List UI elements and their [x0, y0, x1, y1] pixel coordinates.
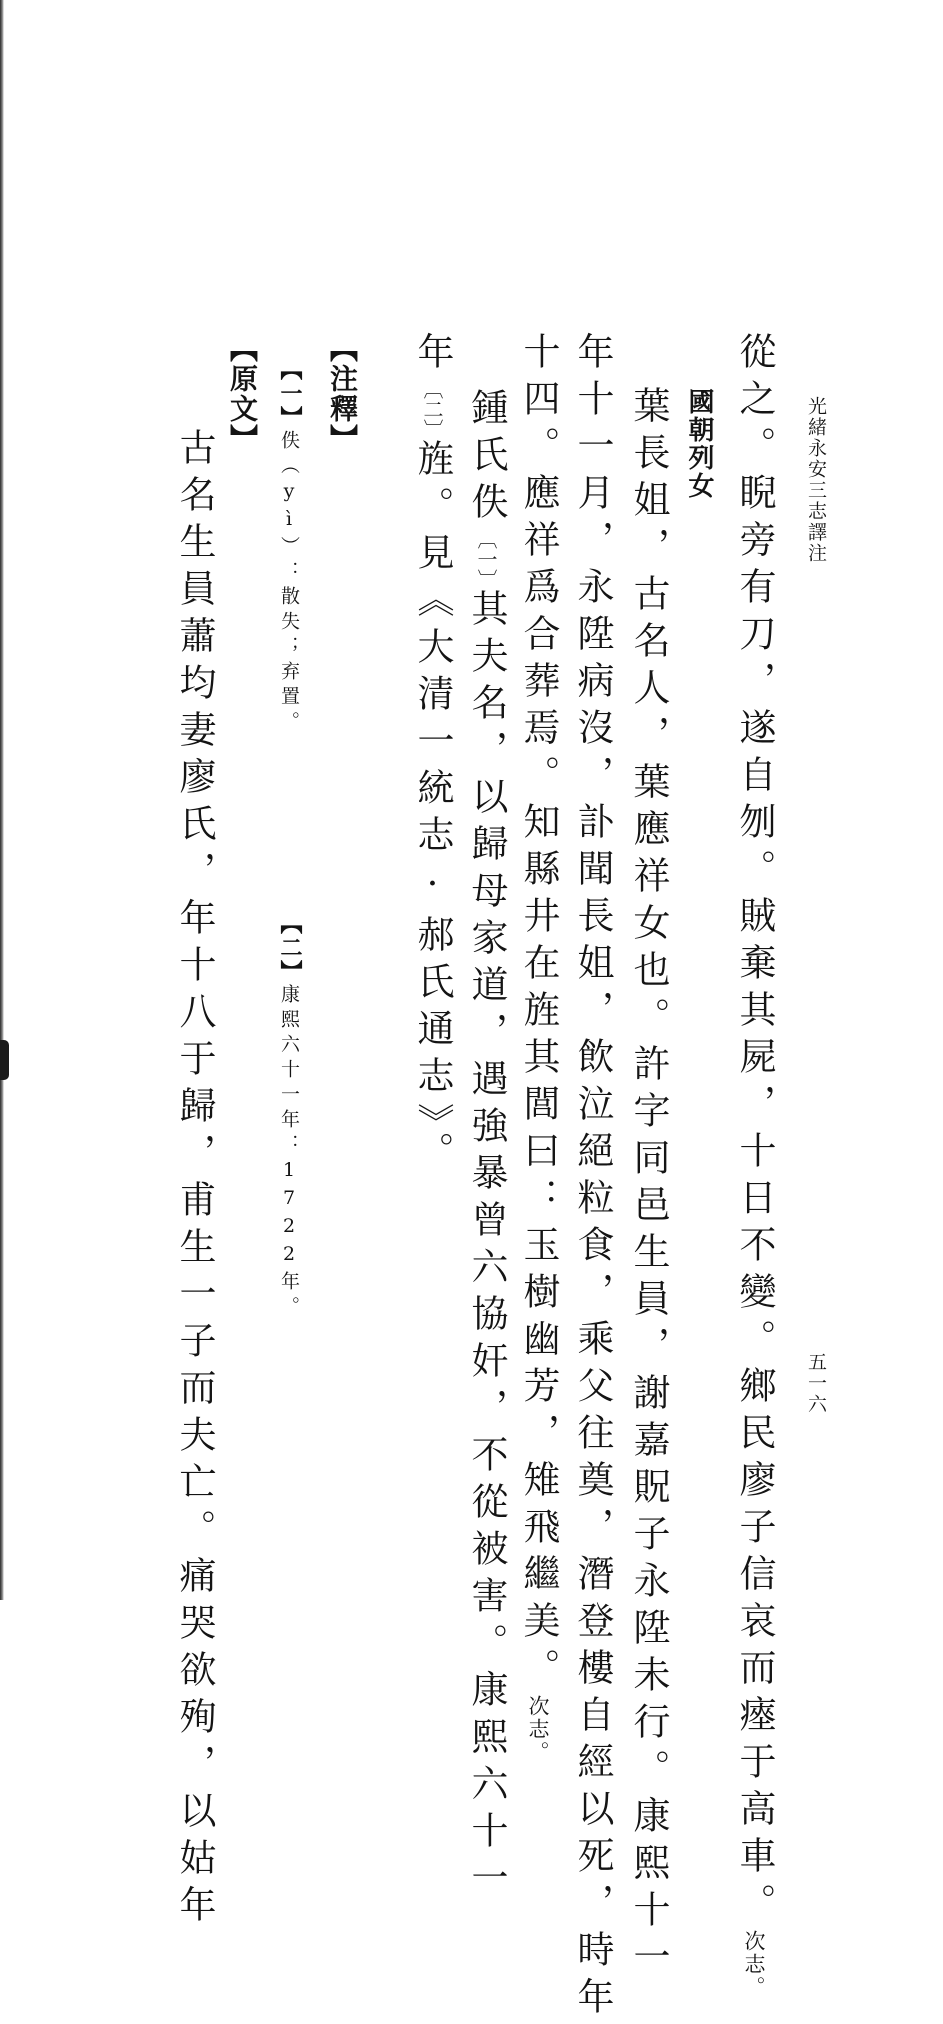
page-edge-shadow — [0, 0, 4, 1600]
note-1 — [278, 358, 300, 736]
text-column-1-source: 次志。 — [742, 1930, 766, 1999]
scan-mark — [0, 1040, 9, 1080]
notes-heading: 【注釋】 — [326, 334, 359, 454]
page-number: 五一六 — [805, 1352, 827, 1415]
text-column-1 — [733, 332, 776, 1999]
book-title: 光緒永安三志譯注 — [805, 396, 827, 564]
text-column-5-pre: 鍾氏佚 — [465, 388, 508, 529]
text-column-5-post: 其夫名，以歸母家道，遇強暴曾六協奸，不從被害。康熙六十一 — [465, 589, 508, 1905]
text-column-6-pre: 年 — [411, 332, 454, 379]
text-column-4-source: 次志。 — [526, 1695, 550, 1764]
text-column-5 — [465, 388, 508, 1905]
text-column-6-post: 旌。見《大清一統志·郝氏通志》。 — [411, 439, 454, 1179]
note-1-marker: 【一】 — [277, 358, 302, 430]
original-text-column-1: 古名生員蕭均妻廖氏，年十八于歸，甫生一子而夫亡。痛哭欲殉，以姑年 — [173, 428, 216, 1932]
text-column-4 — [517, 332, 560, 1764]
section-heading-guochao-lienu: 國朝列女 — [684, 388, 714, 500]
note-2-marker: 【二】 — [277, 912, 302, 984]
text-column-4-main: 十四。應祥爲合葬焉。知縣井在旌其閭曰：玉樹幽芳，雉飛繼美。 — [517, 332, 560, 1695]
footnote-ref-1: 〔一〕 — [474, 529, 498, 589]
original-text-heading: 【原文】 — [226, 334, 259, 454]
note-1-text: 佚（yì）：散失；弃置。 — [278, 430, 300, 736]
text-column-2: 葉長姐，古名人，葉應祥女也。許字同邑生員，謝嘉貺子永陞未行。康熙十一 — [627, 386, 670, 1984]
footnote-ref-2: 〔二〕 — [420, 379, 444, 439]
text-column-1-main: 從之。睨旁有刀，遂自刎。賊棄其屍，十日不變。鄉民廖子信哀而瘞于高車。 — [733, 332, 776, 1930]
text-column-3: 年十一月，永陞病沒，訃聞長姐，飲泣絕粒食，乘父往奠，潛登樓自經以死，時年 — [571, 332, 614, 2024]
note-2 — [278, 912, 300, 1321]
text-column-6 — [411, 332, 454, 1179]
note-2-text: 康熙六十一年：1722年。 — [278, 984, 300, 1321]
